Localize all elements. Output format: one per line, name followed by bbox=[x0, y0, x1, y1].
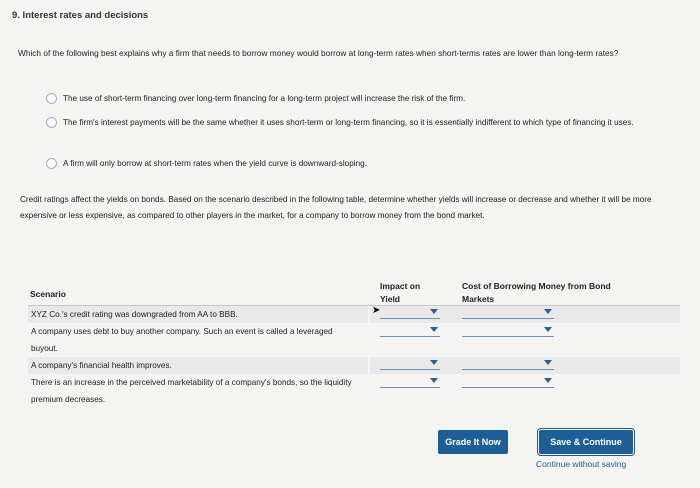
radio-button[interactable] bbox=[46, 158, 57, 169]
question-text: Which of the following best explains why a firm that needs to borrow money would borrow at long-term rates when short-terms rates are lower than long-term rates? bbox=[18, 48, 619, 58]
table-row: A company's financial health improves. bbox=[28, 357, 368, 374]
chevron-down-icon bbox=[430, 327, 438, 332]
impact-dropdown-3[interactable] bbox=[380, 358, 440, 370]
cost-dropdown-1[interactable] bbox=[462, 307, 554, 319]
table-row: A company uses debt to buy another company. Such an event is called a leveraged buyout. bbox=[28, 323, 348, 357]
option-3[interactable] bbox=[46, 156, 646, 171]
chevron-down-icon bbox=[430, 378, 438, 383]
header-cost-of-borrowing: Cost of Borrowing Money from Bond Markets bbox=[462, 281, 611, 304]
option-1[interactable] bbox=[46, 91, 646, 106]
save-continue-button[interactable]: Save & Continue bbox=[539, 430, 633, 454]
option-label: The use of short-term financing over long-term financing for a long-term project will increase the risk of the firm. bbox=[63, 94, 466, 103]
chevron-down-icon bbox=[544, 309, 552, 314]
cost-dropdown-3[interactable] bbox=[462, 358, 554, 370]
cost-dropdown-4[interactable] bbox=[462, 376, 554, 388]
impact-dropdown-2[interactable] bbox=[380, 325, 440, 337]
chevron-down-icon bbox=[544, 327, 552, 332]
chevron-down-icon bbox=[544, 378, 552, 383]
cost-dropdown-2[interactable] bbox=[462, 325, 554, 337]
table-row: There is an increase in the perceived marketability of a company's bonds, so the liquidity premium decreases. bbox=[28, 374, 368, 408]
header-impact-on-yield: Impact on Yield bbox=[380, 281, 421, 304]
option-label: A firm will only borrow at short-term rates when the yield curve is downward-sloping. bbox=[63, 159, 367, 168]
credit-rating-text: Credit ratings affect the yields on bonds. Based on the scenario described in the following table, determine whether yields will increase or decrease and whether it will be more expensive or less expensive, as compared to other players in the market, for a company to borrow money from the bond market. bbox=[20, 195, 652, 220]
grade-it-now-button[interactable]: Grade It Now bbox=[438, 430, 508, 454]
header-scenario: Scenario bbox=[30, 289, 66, 299]
option-2[interactable] bbox=[46, 115, 636, 130]
radio-button[interactable] bbox=[46, 93, 57, 104]
chevron-down-icon bbox=[544, 360, 552, 365]
continue-without-saving-link[interactable]: Continue without saving bbox=[536, 459, 627, 469]
radio-button[interactable] bbox=[46, 117, 57, 128]
impact-dropdown-1[interactable] bbox=[380, 307, 440, 319]
question-title: 9. Interest rates and decisions bbox=[12, 10, 149, 21]
impact-dropdown-4[interactable] bbox=[380, 376, 440, 388]
table-row: XYZ Co.'s credit rating was downgraded from AA to BBB. bbox=[28, 306, 368, 323]
option-label: The firm's interest payments will be the same whether it uses short-term or long-term financing, so it is essentially indifferent to which type of financing it uses. bbox=[63, 118, 634, 127]
chevron-down-icon bbox=[430, 309, 438, 314]
chevron-down-icon bbox=[430, 360, 438, 365]
mouse-cursor-icon: ➤ bbox=[372, 305, 381, 316]
